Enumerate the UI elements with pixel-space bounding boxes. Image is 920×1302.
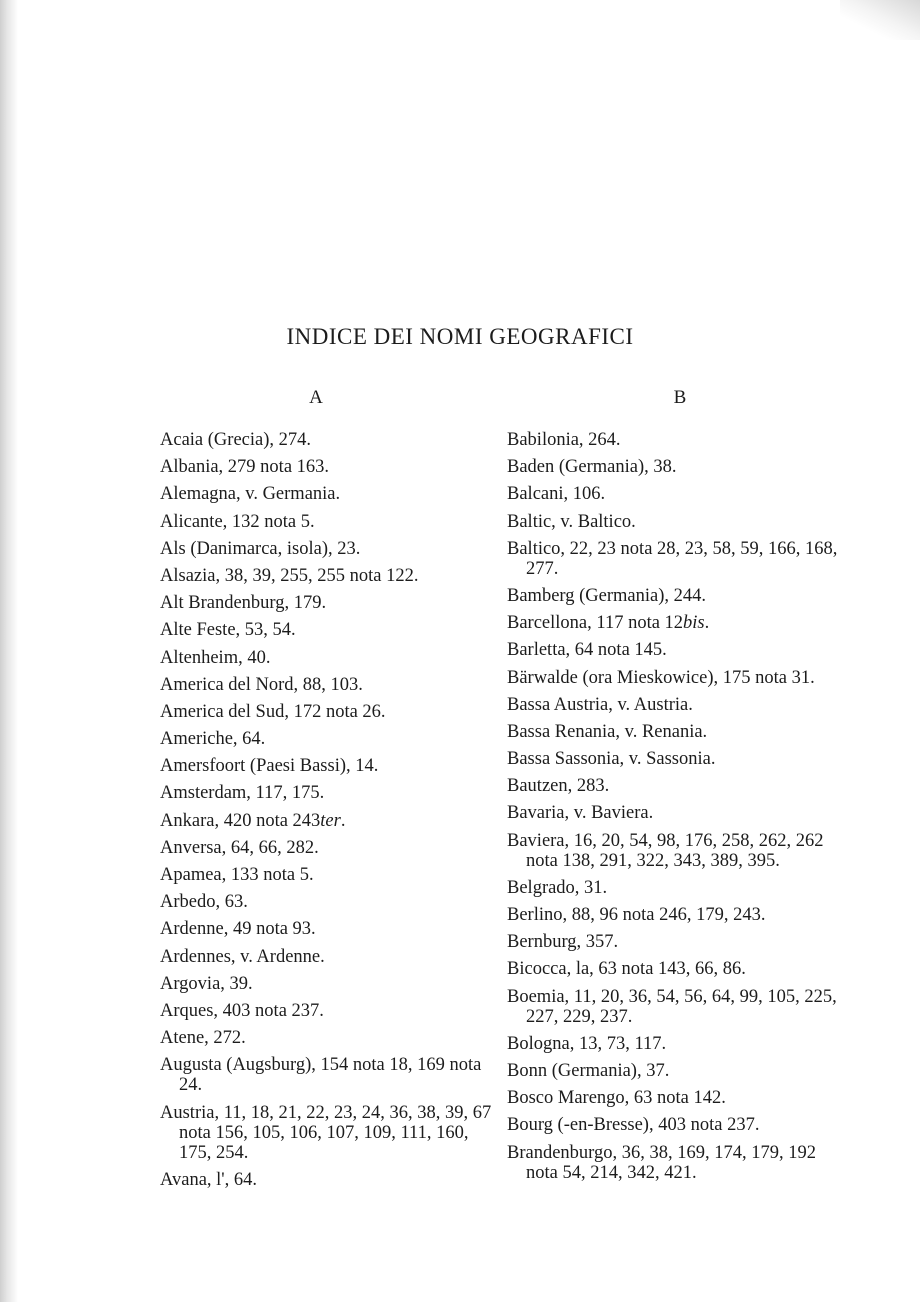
index-entry: Boemia, 11, 20, 36, 54, 56, 64, 99, 105, 225, 227, 229, 237.	[507, 986, 837, 1027]
entry-list-b	[507, 430, 843, 1183]
italic-suffix: ter	[320, 810, 341, 831]
index-entry: Alemagna, v. Germania.	[160, 484, 341, 505]
index-entry: Belgrado, 31.	[507, 877, 608, 898]
index-entry: Ardenne, 49 nota 93.	[160, 919, 316, 940]
index-entry: Acaia (Grecia), 274.	[160, 430, 311, 450]
index-entry: Berlino, 88, 96 nota 246, 179, 243.	[507, 905, 766, 925]
index-entry: Anversa, 64, 66, 282.	[160, 837, 319, 858]
index-entry: Bamberg (Germania), 244.	[507, 585, 706, 606]
index-entry: Bassa Sassonia, v. Sassonia.	[507, 749, 716, 770]
page-binding-shadow	[0, 0, 18, 1302]
index-entry: Babilonia, 264.	[507, 430, 621, 450]
index-entry: Barcellona, 117 nota 12bis.	[507, 613, 710, 634]
index-entry: America del Nord, 88, 103.	[160, 674, 363, 695]
index-entry: Bassa Austria, v. Austria.	[507, 694, 693, 715]
section-letter-b: B	[673, 387, 687, 408]
index-entry: Balcani, 106.	[507, 484, 606, 505]
page-title: INDICE DEI NOMI GEOGRAFICI	[286, 324, 634, 349]
section-letter-a: A	[309, 387, 323, 408]
index-entry: Apamea, 133 nota 5.	[160, 865, 314, 885]
index-entry: Baviera, 16, 20, 54, 98, 176, 258, 262, 262 nota 138, 291, 322, 343, 389, 395.	[507, 830, 824, 871]
index-entry: Arbedo, 63.	[160, 892, 248, 913]
index-entry: Barletta, 64 nota 145.	[507, 640, 667, 661]
entry-list-a	[160, 430, 492, 1190]
index-entry: Ardennes, v. Ardenne.	[160, 946, 325, 967]
index-entry: Bavaria, v. Baviera.	[507, 803, 654, 824]
index-entry: Amsterdam, 117, 175.	[160, 783, 325, 804]
index-entry: Austria, 11, 18, 21, 22, 23, 24, 36, 38, 39, 67 nota 156, 105, 106, 107, 109, 111, 160, 175, 254.	[160, 1102, 492, 1163]
index-entry: Augusta (Augsburg), 154 nota 18, 169 nota 24.	[160, 1055, 482, 1096]
index-entry: Albania, 279 nota 163.	[160, 457, 330, 478]
index-entry: Bernburg, 357.	[507, 932, 619, 953]
index-entry: Ankara, 420 nota 243ter.	[160, 810, 346, 831]
index-entry: Brandenburgo, 36, 38, 169, 174, 179, 192 nota 54, 214, 342, 421.	[507, 1142, 816, 1183]
index-entry: Als (Danimarca, isola), 23.	[160, 538, 361, 559]
index-entry: Bicocca, la, 63 nota 143, 66, 86.	[507, 959, 746, 980]
italic-suffix: bis	[683, 613, 705, 634]
index-entry: Bourg (-en-Bresse), 403 nota 237.	[507, 1115, 760, 1136]
page-corner-shadow	[840, 0, 920, 40]
index-entry: Bautzen, 283.	[507, 776, 610, 797]
index-entry: Alte Feste, 53, 54.	[160, 620, 296, 641]
index-entry: Baltico, 22, 23 nota 28, 23, 58, 59, 166, 168, 277.	[507, 538, 838, 579]
index-entry: Altenheim, 40.	[160, 647, 271, 668]
index-entry: Bonn (Germania), 37.	[507, 1060, 670, 1081]
index-entry: Argovia, 39.	[160, 973, 253, 994]
index-entry: Bärwalde (ora Mieskowice), 175 nota 31.	[507, 667, 815, 688]
index-column-a	[160, 384, 492, 1197]
index-entry: Bologna, 13, 73, 117.	[507, 1033, 667, 1054]
index-entry: Baltic, v. Baltico.	[507, 511, 636, 532]
index-entry: Baden (Germania), 38.	[507, 457, 677, 478]
index-entry: Bosco Marengo, 63 nota 142.	[507, 1088, 726, 1109]
index-entry: Alicante, 132 nota 5.	[160, 511, 315, 532]
index-entry: America del Sud, 172 nota 26.	[160, 701, 386, 722]
index-entry: Bassa Renania, v. Renania.	[507, 721, 708, 742]
index-entry: Amersfoort (Paesi Bassi), 14.	[160, 756, 379, 777]
index-entry: Americhe, 64.	[160, 729, 266, 750]
index-entry: Atene, 272.	[160, 1028, 246, 1049]
index-entry: Alsazia, 38, 39, 255, 255 nota 122.	[160, 565, 419, 586]
index-entry: Avana, l', 64.	[160, 1169, 258, 1190]
index-entry: Arques, 403 nota 237.	[160, 1000, 324, 1021]
index-entry: Alt Brandenburg, 179.	[160, 593, 327, 614]
index-column-b	[507, 384, 843, 1190]
